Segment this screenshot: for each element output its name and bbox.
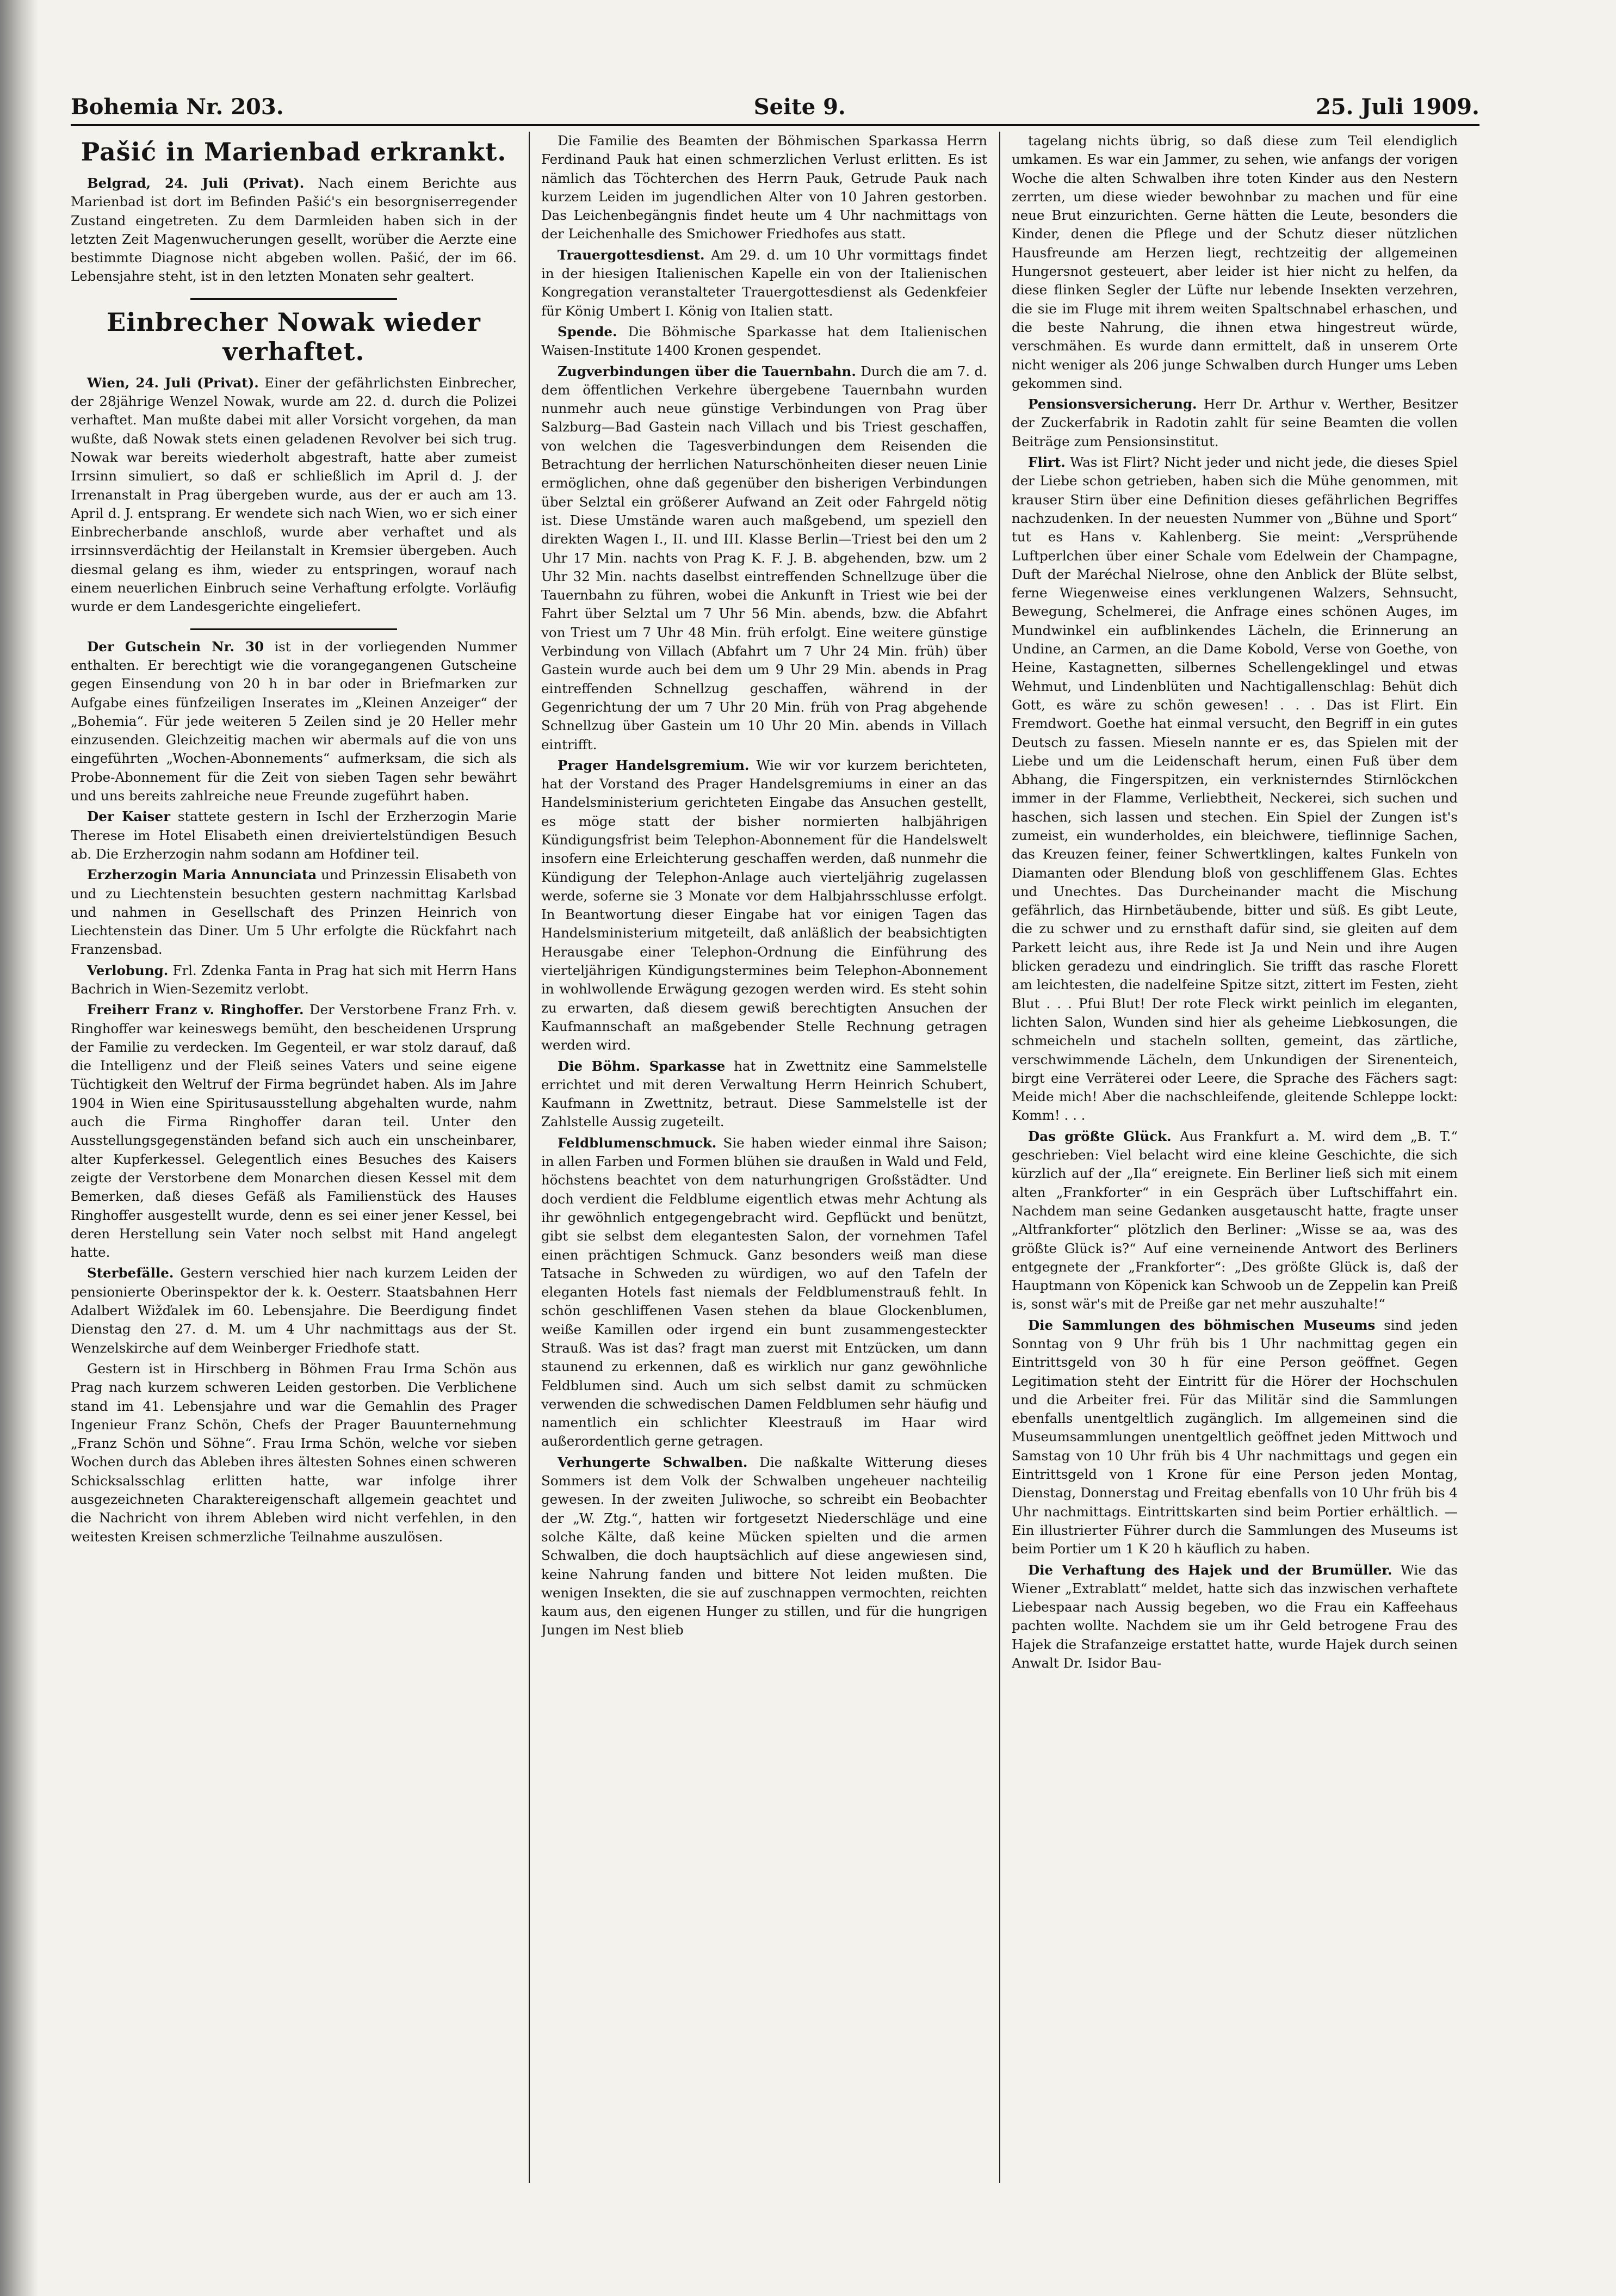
columns [71,132,1479,2183]
article-paragraph [1012,395,1458,451]
article-body: ist in der vorliegenden Nummer enthalten. Er berechtigt wie die vorangegangenen Gutscheine gegen Einsendung von 20 h in bar oder in Briefmarken zur Aufgabe eines fünfzeiligen Inserates im „Kleinen Anzeiger“ der „Bohemia“. Für jede weiteren 5 Zeilen sind je 20 Heller mehr einzusenden. Gleichzeitig machen wir abermals auf die von uns eingeführten „Wochen-Abonnements“ aufmerksam, die sich als Probe-Abonnement für die Zeit von sieben Tagen sehr bewährt und uns bereits zahlreiche neue Freunde zugeführt haben. [71,638,517,804]
article-paragraph [71,1360,517,1546]
article-paragraph [71,638,517,806]
article-paragraph [71,1264,517,1357]
article-body: hat in Zwettnitz eine Sammelstelle errichtet und mit deren Verwaltung Herrn Heinrich Schubert, Kaufmann in Zwettnitz, betraut. Diese Sammelstelle ist der Zahlstelle Aussig zugeteilt. [541,1058,987,1130]
article-headline: Einbrecher Nowak wieder verhaftet. [107,307,481,366]
article-paragraph [541,756,987,1055]
article-lead: Die Böhm. Sparkasse [558,1058,726,1074]
paper-issue: Bohemia Nr. 203. [71,94,284,120]
article-lead: Wien, 24. Juli (Privat). [87,374,259,391]
page-number: Seite 9. [753,94,846,120]
article-lead: Zugverbindungen über die Tauernbahn. [558,363,856,379]
article-paragraph [71,807,517,863]
article-body: Nach einem Berichte aus Marienbad ist dort im Befinden Pašić's ein besorgniserregender Zustand eingetreten. Zu dem Darmleiden haben sich in der letzten Zeit Magenwucherungen gesellt, worüber die Aerzte eine bestimmte Diagnose nicht abgeben wollen. Pašić, der im 66. Lebensjahre steht, ist in den letzten Monaten sehr gealtert. [71,175,517,285]
section-divider [190,298,397,300]
column-3 [1012,132,1458,2183]
masthead-rule [71,124,1479,126]
article-paragraph [1012,1561,1458,1673]
article-lead: Die Verhaftung des Hajek und der Brumüller. [1028,1561,1392,1578]
article-paragraph [71,174,517,286]
article-body: und Prinzessin Elisabeth von und zu Liechtenstein besuchten gestern nachmittag Karlsbad und nahmen in Gesellschaft des Prinzen Heinrich von Liechtenstein das Diner. Um 5 Uhr erfolgte die Rückfahrt nach Franzensbad. [71,867,517,958]
article-paragraph [1012,1316,1458,1559]
article-body: Wie das Wiener „Extrablatt“ meldet, hatte sich das inzwischen verhaftete Liebespaar nach Aussig begeben, wo die Frau ein Kaffeehaus pachten wollte. Nachdem sie um ihr Geld betrogene Frau des Hajek die Strafanzeige erstattet hatte, wurde Hajek durch seinen Anwalt Dr. Isidor Bau- [1012,1561,1458,1671]
article-lead: Das größte Glück. [1028,1128,1172,1144]
article-lead: Verhungerte Schwalben. [558,1454,748,1470]
article-lead: Prager Handelsgremium. [558,757,750,773]
article-lead: Trauergottesdienst. [558,246,705,263]
article-body: Gestern ist in Hirschberg in Böhmen Frau Irma Schön aus Prag nach kurzem schweren Leiden gestorben. Die Verblichene stand im 41. Lebensjahre und war die Gemahlin des Prager Ingenieur Franz Schön, Chefs der Prager Bauunternehmung „Franz Schön und Söhne“. Frau Irma Schön, welche vor sieben Wochen durch das Ableben ihres ältesten Sohnes einen schweren Schicksalsschlag erlitten hatte, war infolge ihrer ausgezeichneten Charaktereigenschaft allgemein geachtet und die Nachricht von ihrem Ableben wird nicht verfehlen, in den weitesten Kreisen schmerzliche Teilnahme auszulösen. [71,1360,517,1545]
article-lead: Freiherr Franz v. Ringhoffer. [87,1002,304,1018]
article-lead: Flirt. [1028,454,1066,471]
article-lead: Spende. [558,323,617,340]
article-body: Die naßkalte Witterung dieses Sommers ist dem Volk der Schwalben ungeheuer nachteilig gewesen. In der zweiten Juliwoche, so schreibt ein Beobachter der „W. Ztg.“, hatten wir fortgesetzt Niederschläge und eine solche Kälte, daß keine Mücken spielten und die armen Schwalben, die doch hauptsächlich auf diese angewiesen sind, keine Nahrung fanden und bittere Not leiden mußten. Die wenigen Insekten, die sie auf zuschnappen vermochten, reichten kaum aus, den eigenen Hunger zu stillen, und für die hungrigen Jungen im Nest blieb [541,1454,987,1638]
article-body: Frl. Zdenka Fanta in Prag hat sich mit Herrn Hans Bachrich in Wien-Sezemitz verlobt. [71,962,517,997]
article-lead: Verlobung. [87,962,169,978]
article-body: Aus Frankfurt a. M. wird dem „B. T.“ geschrieben: Viel belacht wird eine kleine Geschichte, die sich kürzlich auf der „Ila“ ereignete. Ein Berliner ließ sich mit einem alten „Frankforter“ in ein Gespräch über Luftschiffahrt ein. Nachdem man seine Gedanken ausgetauscht hatte, fragte unser „Altfrankforter“ plötzlich den Berliner: „Wisse se aa, was des größte Glück is?“ Auf eine verneinende Antwort des Berliners entgegnete der „Frankforter“: „Des größte Glück is, daß der Hauptmann von Köpenick kan Schwoob un de Zeppelin kan Preiß is, sonst wär's mit de Preiße gar net mehr auszuhalte!“ [1012,1128,1458,1312]
article-body: Der Verstorbene Franz Frh. v. Ringhoffer war keineswegs bemüht, den bescheidenen Ursprung der Familie zu verdecken. Im Gegenteil, er war stolz darauf, daß die Intelligenz und der Fleiß seines Vaters und seine eigene Tüchtigkeit den Weltruf der Firma begründet haben. Als im Jahre 1904 in Wien eine Spiritusausstellung abgehalten wurde, nahm auch die Firma Ringhoffer daran teil. Unter den Ausstellungsgegenständen befand sich auch ein unscheinbarer, alter Kupferkessel. Gelegentlich eines Besuches des Kaisers zeigte der Verstorbene dem Monarchen diesen Kessel mit dem Bemerken, daß dieses Gefäß als Familienstück des Hauses Ringhoffer ausgestellt wurde, denn es sei einer jener Kessel, bei deren Herstellung sein Vater noch selbst mit Hand angelegt hatte. [71,1002,517,1261]
article-body: Herr Dr. Arthur v. Werther, Besitzer der Zuckerfabrik in Radotin zahlt für seine Beamten die vollen Beiträge zum Pensionsinstitut. [1012,396,1458,449]
article-lead: Sterbefälle. [87,1265,174,1281]
section-divider [190,628,397,630]
article-body: Die Böhmische Sparkasse hat dem Italienischen Waisen-Institute 1400 Kronen gespendet. [541,323,987,359]
article-body: Die Familie des Beamten der Böhmischen Sparkassa Herrn Ferdinand Pauk hat einen schmerzlichen Verlust erlitten. Es ist nämlich das Töchterchen des Herrn Pauk, Getrude Pauk nach kurzem Leiden im jugendlichen Alter von 10 Jahren gestorben. Das Leichenbegängnis findet heute um 4 Uhr nachmittags von der Leichenhalle des Smichower Friedhofes aus statt. [541,133,987,242]
article-paragraph [541,362,987,754]
article-lead: Belgrad, 24. Juli (Privat). [87,175,305,191]
article-body: Einer der gefährlichsten Einbrecher, der 28jährige Wenzel Nowak, wurde am 22. d. durch die Polizei verhaftet. Man mußte dabei mit aller Vorsicht vorgehen, da man wußte, daß Nowak stets einen geladenen Revolver bei sich trug. Nowak war bereits wiederholt abgestraft, hatte aber zumeist Irrsinn simuliert, so daß er schließlich im April d. J. der Irrenanstalt in Prag übergeben wurde, aus der er auch am 13. April d. J. entsprang. Er wendete sich nach Wien, wo er sich einer Einbrecherbande anschloß, wurde aber verhaftet und als irrsinnsverdächtig der Heilanstalt in Kremsier übergeben. Auch diesmal gelang es ihm, wieder zu entspringen, worauf nach einem neuerlichen Einbruch seine Verhaftung erfolgte. Vorläufig wurde er dem Landesgerichte eingeliefert. [71,374,517,615]
article-body: Am 29. d. um 10 Uhr vormittags findet in der hiesigen Italienischen Kapelle ein von der Italienischen Kongregation veranstalteter Trauergottesdienst als Gedenkfeier für König Umbert I. König von Italien statt. [541,246,987,319]
newspaper-page [71,82,1479,2193]
article-lead: Pensionsversicherung. [1028,396,1197,412]
article-body: stattete gestern in Ischl der Erzherzogin Marie Therese im Hotel Elisabeth einen dreiviertelstündigen Besuch ab. Die Erzherzogin nahm sodann am Hofdiner teil. [71,808,517,862]
article-lead: Der Kaiser [87,808,171,825]
article-lead: Die Sammlungen des böhmischen Museums [1028,1317,1376,1333]
article-paragraph [541,1057,987,1132]
article-body: Was ist Flirt? Nicht jeder und nicht jede, die dieses Spiel der Liebe schon getrieben, haben sich die Mühe genommen, mit krauser Stirn über eine Definition dieses gefährlichen Begriffes nachzudenken. In der neuesten Nummer von „Bühne und Sport“ tut es Hans v. Kahlenberg. Sie meint: „Versprühende Luftperlchen über einer Schale vom Edelwein der Champagne, Duft der Maréchal Nielrose, ohne den Anblick der Blüte selbst, ferne Wiegenweise eines verklungenen Walzers, Sehnsucht, Bewegung, Schelmerei, die Anfrage eines schönen Auges, im Mundwinkel ein aufblinkendes Lächeln, die Erinnerung an Undine, an Carmen, an die Dame Kobold, Verse von Goethe, von Heine, Kastagnetten, silbernes Schellengeklingel und etwas Wehmut, und Lindenblüten und Nachtigallenschlag: Behüt dich Gott, es wäre zu schön gewesen! . . . Das ist Flirt. Ein Fremdwort. Goethe hat einmal versucht, den Begriff in ein gutes Deutsch zu fassen. Mieseln nannte er es, das Spielen mit der Liebe und um die Leidenschaft herum, einen Fuß über dem Abhang, die Fingerspitzen, ein verknisterndes Stirnlöckchen immer in der Flamme, Verliebtheit, Neckerei, sich suchen und haschen, sich lassen und stechen. Ein Spiel der Zungen ist's zumeist, ein wunderholdes, ein bleichwere, tieflinnige Sachen, das Kreuzen feiner, feiner Schwertklingen, kaltes Funkeln von Diamanten oder Blendung bloß von geschliffenem Glas. Echtes und Unechtes. Das Durcheinander macht die Mischung gefährlich, das Hirnbetäubende, bitter und süß. Es gibt Leute, die zu schwer und zu ernsthaft dafür sind, sie gleiten auf dem Parkett leicht aus, ihre Rede ist Ja und Nein und ihre Augen blicken geradezu und eindringlich. Sie trifft das rasche Florett am leichtesten, die nadelfeine Spitze sitzt, zittert im Festen, zieht Blut . . . Pfui Blut! Der rote Fleck wirkt peinlich im eleganten, lichten Salon, Wunden sind hier als geheime Liebkosungen, die schmeicheln und stacheln sollten, gemeint, das zärtliche, verschwimmende Lächeln, dem Unkundigen der Sirenenteich, birgt eine Verräterei oder Leere, die Sprache des Fächers sagt: Meide mich! Aber die nachschleifende, gleitende Schleppe lockt: Komm! . . . [1012,454,1458,1124]
article-body: Gestern verschied hier nach kurzem Leiden der pensionierte Oberinspektor der k. k. Oesterr. Staatsbahnen Herr Adalbert Wižďalek im 60. Lebensjahre. Die Beerdigung findet Dienstag den 27. d. M. um 4 Uhr nachmittags aus der St. Wenzelskirche auf dem Weinberger Friedhofe statt. [71,1265,517,1356]
article-paragraph [541,323,987,360]
article-paragraph [1012,1127,1458,1314]
article-paragraph [541,132,987,244]
article-paragraph [71,374,517,616]
article-paragraph [71,1001,517,1262]
article-lead: Feldblumenschmuck. [558,1134,717,1151]
article-paragraph [541,246,987,320]
article-body: Durch die am 7. d. dem öffentlichen Verkehre übergebene Tauernbahn wurden nunmehr auch neue günstige Verbindungen von Prag über Salzburg—Bad Gastein nach Villach und bis Triest geschaffen, von welchen die Tagesverbindungen dem Reisenden die Betrachtung der herrlichen Naturschönheiten dieser neuen Linie ermöglichen, ohne daß gegenüber den bisherigen Verbindungen über Selztal ein größerer Aufwand an Zeit oder Fahrgeld nötig ist. Diese Umstände waren auch maßgebend, um speziell den direkten Wagen I., II. und III. Klasse Berlin—Triest bei den um 2 Uhr 17 Min. nachts von Prag K. F. J. B. abgehenden, bzw. um 2 Uhr 32 Min. nachts daselbst eintreffenden Schnellzuge über die Tauernbahn zu führen, wobei die Ankunft in Triest wie bei der Fahrt über Selztal um 7 Uhr 56 Min. abends, bzw. die Abfahrt von Triest um 7 Uhr 48 Min. früh erfolgt. Eine weitere günstige Verbindung von Villach (Abfahrt um 7 Uhr 24 Min. früh) über Gastein wurde auch bei dem um 9 Uhr 29 Min. abends in Prag eintreffenden Schnellzug geschaffen, während in der Gegenrichtung der um 7 Uhr 20 Min. früh von Prag abgehende Schnellzug über Gastein um 10 Uhr 20 Min. abends in Villach eintrifft. [541,363,987,752]
article-paragraph [1012,132,1458,393]
article-lead: Erzherzogin Maria Annunciata [87,867,317,883]
article-body: Wie wir vor kurzem berichteten, hat der Vorstand des Prager Handelsgremiums in einer an das Handelsministerium gerichteten Eingabe das Ansuchen gestellt, es möge statt der bisher normierten halbjährigen Kündigungsfrist beim Telephon-Abonnement für die Handelswelt insofern eine Erleichterung geschaffen werden, daß nunmehr die Kündigung der Telephon-Anlage auch vierteljährig zugelassen werde, soferne sie 3 Monate vor dem Halbjahrsschlusse erfolgt. In Beantwortung dieser Eingabe hat vor einigen Tagen das Handelsministerium mitgeteilt, daß anläßlich der beabsichtigten Herausgabe einer Telephon-Ordnung die Einführung des vierteljährigen Kündigungstermines beim Telephon-Abonnement in wohlwollende Erwägung gezogen werden wird. Es steht sohin zu erwarten, daß diesem gewiß berechtigten Ansuchen der Kaufmannschaft an maßgebender Stelle Rechnung getragen werden wird. [541,757,987,1053]
masthead [71,82,1479,120]
article-paragraph [71,866,517,959]
article-body: sind jeden Sonntag von 9 Uhr früh bis 1 Uhr nachmittag gegen ein Eintrittsgeld von 30 h für eine Person geöffnet. Gegen Legitimation steht der Eintritt für die Hörer der Hochschulen und die Arbeiter frei. Für das Militär sind die Sammlungen ebenfalls unentgeltlich zugänglich. Im allgemeinen sind die Museumsammlungen unentgeltlich geöffnet jeden Mittwoch und Samstag von 10 Uhr früh bis 4 Uhr nachmittags und gegen ein Eintrittsgeld von 1 Krone für eine Person jeden Montag, Dienstag, Donnerstag und Freitag ebenfalls von 10 Uhr früh bis 4 Uhr nachmittags. Eintrittskarten sind beim Portier erhältlich. — Ein illustrierter Führer durch die Sammlungen des Museums ist beim Portier um 1 K 20 h käuflich zu haben. [1012,1317,1458,1557]
issue-date: 25. Juli 1909. [1315,94,1479,120]
article-paragraph [541,1453,987,1640]
article-body: Sie haben wieder einmal ihre Saison; in allen Farben und Formen blühen sie draußen in Wald und Feld, höchstens beachtet von dem naturhungrigen Großstädter. Und doch verdient die Feldblume eigentlich etwas mehr Achtung als ihr gewöhnlich entgegengebracht wird. Gepflückt und benützt, gibt sie selbst dem elegantesten Salon, der vornehmen Tafel einen prächtigen Schmuck. Ganz besonders weiß man diese Tatsache in Schweden zu würdigen, wo auf den Tafeln der eleganten Hotels fast niemals der Feldblumenstrauß fehlt. In schön geschliffenen Vasen stehen da blaue Glockenblumen, weiße Kamillen oder irgend ein bunt zusammengesteckter Strauß. Was ist das? fragt man zuerst mit Entzücken, um dann staunend zu erkennen, daß es wirklich nur ganz gewöhnliche Feldblumen sind. Auch um sich selbst damit zu schmücken verwenden die schwedischen Damen Feldblumen sehr häufig und namentlich ein schlichter Kleestrauß im Haar wird außerordentlich gerne getragen. [541,1134,987,1449]
column-2 [541,132,987,2183]
article-paragraph [541,1134,987,1451]
article-paragraph [71,961,517,999]
column-1 [71,132,517,2183]
scan-edge-shadow [0,0,38,2296]
article-body: tagelang nichts übrig, so daß diese zum Teil elendiglich umkamen. Es war ein Jammer, zu sehen, wie anfangs der vorigen Woche die alten Schwalben ihre toten Kinder aus den Nestern zerrten, um diese wieder bewohnbar zu machen und für eine neue Brut einzurichten. Gerne hätten die Leute, besonders die Kinder, denen die Pflege und der Schutz dieser nützlichen Hausfreunde am Herzen liegt, rechtzeitig der allgemeinen Hungersnot gesteuert, aber leider ist hier nicht zu helfen, da diese flinken Segler der Lüfte nur lebende Insekten verzehren, die sie im Fluge mit ihrem weiten Spaltschnabel erhaschen, und die beste Nahrung, die ihnen etwa hingestreut würde, verschmähen. Es wurde dann ermittelt, daß in unserem Orte nicht weniger als 206 junge Schwalben durch Hunger ums Leben gekommen sind. [1012,133,1458,391]
article-paragraph [1012,453,1458,1125]
article-headline: Pašić in Marienbad erkrankt. [81,137,507,166]
article-lead: Der Gutschein Nr. 30 [87,638,264,655]
